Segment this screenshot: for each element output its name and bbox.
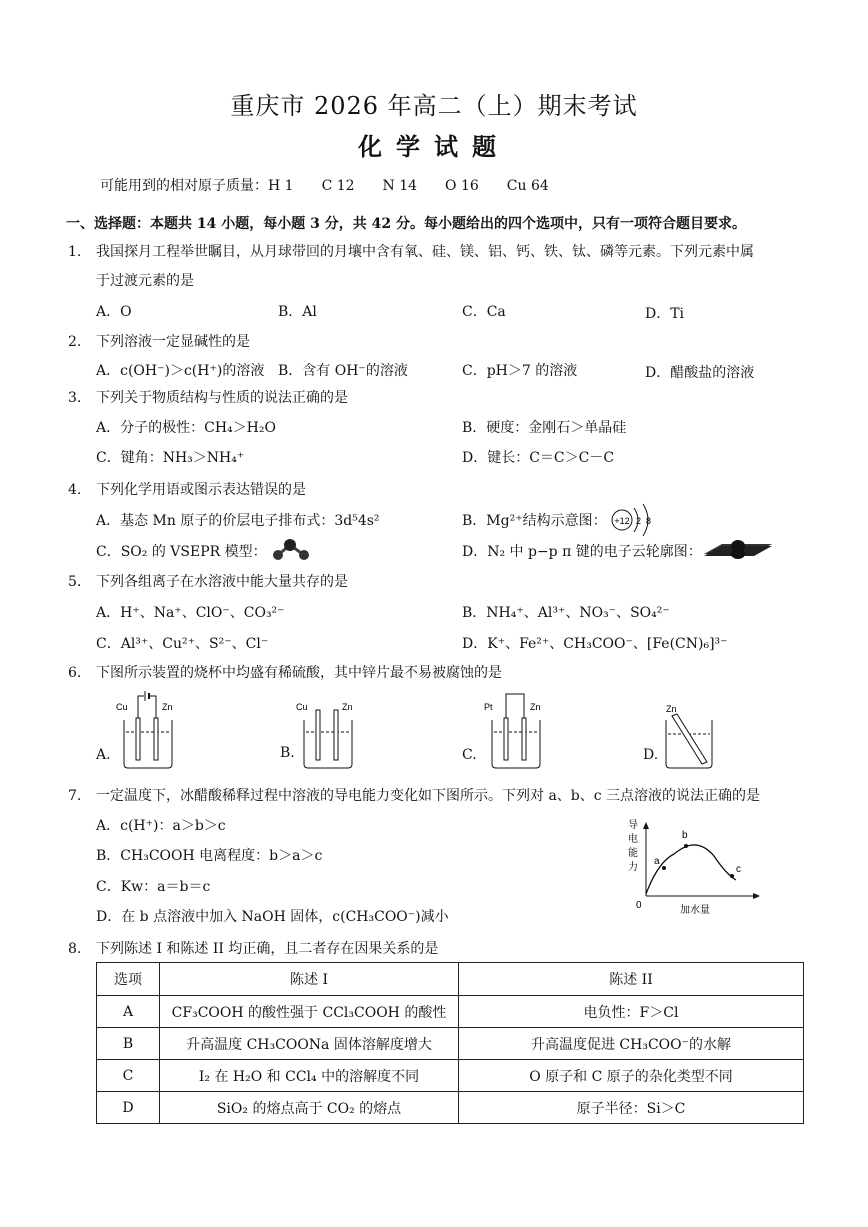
table-cell: O 原子和 C 原子的杂化类型不同 [459,1060,804,1092]
table-cell: 电负性：F＞Cl [459,996,804,1028]
table-cell: C [97,1060,160,1092]
mg-ion-structure-diagram [604,500,660,540]
zn-label: Zn [162,702,173,712]
q7-stem: 一定温度下，冰醋酸稀释过程中溶液的导电能力变化如下图所示。下列对 a、b、c 三点溶液的说法正确的是 [96,788,761,804]
q7-option-b: B．CH₃COOH 电离程度：b＞a＞c [96,848,323,864]
q1-option-c: C．Ca [462,304,506,320]
table-header-cell: 选项 [97,963,160,996]
q1-option-b: B．Al [278,304,317,320]
chart-ylabel-1: 导 [628,820,638,831]
q6-apparatus-a-diagram [112,688,184,770]
q6-apparatus-b-diagram [292,688,364,770]
q7-number: 7. [68,788,82,804]
q1-option-d: D．Ti [645,306,685,322]
q2-number: 2. [68,334,82,350]
chart-series-line [646,845,736,894]
mg-nucleus-label: +12 [614,516,630,526]
chart-ylabel-4: 力 [628,862,638,873]
table-cell: B [97,1028,160,1060]
mg-shell2-label: 8 [646,516,652,526]
q4-stem: 下列化学用语或图示表达错误的是 [96,482,306,498]
chart-ylabel-2: 电 [628,834,638,845]
section-heading: 一、选择题：本题共 14 小题，每小题 3 分，共 42 分。每小题给出的四个选项中，只有一项符合题目要求。 [66,216,746,232]
so2-vsepr-model-icon [268,537,314,563]
q5-stem: 下列各组离子在水溶液中能大量共存的是 [96,574,348,590]
table-row [97,1028,804,1060]
q5-number: 5. [68,574,82,590]
q1-stem-line2: 于过渡元素的是 [96,273,194,289]
q6-number: 6. [68,665,82,681]
q6-option-a: A. [96,747,111,763]
q3-option-a: A．分子的极性：CH₄＞H₂O [96,420,276,436]
q3-number: 3. [68,390,82,406]
table-cell: CF₃COOH 的酸性强于 CCl₃COOH 的酸性 [160,996,459,1028]
conductivity-chart [618,818,768,918]
exam-title: 重庆市 2026 年高二（上）期末考试 [230,92,638,120]
zn-label: Zn [530,702,541,712]
table-header-cell: 陈述 I [160,963,459,996]
q1-stem-line1: 我国探月工程举世瞩目，从月球带回的月壤中含有氧、硅、镁、铝、钙、铁、钛、磷等元素。下列元素中属 [96,244,754,260]
chart-point-c-label: c [736,864,741,875]
chart-point-a-label: a [654,856,660,867]
chart-point-b [684,844,688,848]
q3-option-c: C．键角：NH₃＞NH₄⁺ [96,450,245,466]
q3-option-b: B．硬度：金刚石＞单晶硅 [462,420,627,436]
q2-option-a: A．c(OH⁻)＞c(H⁺)的溶液 [96,363,265,379]
atomic-mass-line: 可能用到的相对原子质量：H 1 C 12 N 14 O 16 Cu 64 [100,178,549,194]
q4-option-b: B．Mg²⁺结构示意图： [462,513,607,529]
q5-option-d: D．K⁺、Fe²⁺、CH₃COO⁻、[Fe(CN)₆]³⁻ [462,636,728,652]
zn-label: Zn [666,704,677,714]
chart-origin-label: 0 [636,900,642,911]
q6-option-c: C. [462,747,477,763]
q2-stem: 下列溶液一定显碱性的是 [96,334,250,350]
mg-shell1-label: 2 [636,516,642,526]
table-row [97,1060,804,1092]
q2-option-d: D．醋酸盐的溶液 [645,365,755,381]
q5-option-b: B．NH₄⁺、Al³⁺、NO₃⁻、SO₄²⁻ [462,605,670,621]
q6-apparatus-d-diagram [660,700,720,772]
q4-number: 4. [68,482,82,498]
table-row [97,996,804,1028]
table-header-row [97,963,804,996]
chart-point-b-label: b [682,830,688,841]
q1-number: 1. [68,244,82,260]
table-cell: 升高温度 CH₃COONa 固体溶解度增大 [160,1028,459,1060]
chart-xlabel: 加水量 [680,905,710,916]
q6-option-d: D. [643,747,659,763]
chart-ylabel-3: 能 [628,848,638,859]
table-cell: SiO₂ 的熔点高于 CO₂ 的熔点 [160,1092,459,1124]
table-cell: I₂ 在 H₂O 和 CCl₄ 中的溶解度不同 [160,1060,459,1092]
zn-label: Zn [342,702,353,712]
q4-option-c: C．SO₂ 的 VSEPR 模型： [96,544,267,560]
q6-apparatus-c-diagram [480,688,552,770]
chart-point-a [662,866,666,870]
q3-stem: 下列关于物质结构与性质的说法正确的是 [96,390,348,406]
q8-number: 8. [68,941,82,957]
q4-option-a: A．基态 Mn 原子的价层电子排布式：3d⁵4s² [96,513,380,529]
q2-option-c: C．pH＞7 的溶液 [462,363,578,379]
pt-label: Pt [484,702,493,712]
table-cell: 原子半径：Si＞C [459,1092,804,1124]
chart-point-c [730,874,734,878]
q7-option-c: C．Kw：a＝b＝c [96,879,211,895]
cu-label: Cu [296,702,308,712]
pi-bond-electron-cloud-icon [700,538,774,562]
q5-option-a: A．H⁺、Na⁺、ClO⁻、CO₃²⁻ [96,605,285,621]
q4-option-d: D．N₂ 中 p−p π 键的电子云轮廓图： [462,544,702,560]
q1-option-a: A．O [96,304,132,320]
q3-option-d: D．键长：C＝C＞C－C [462,450,615,466]
table-cell: A [97,996,160,1028]
table-cell: 升高温度促进 CH₃COO⁻的水解 [459,1028,804,1060]
q7-option-a: A．c(H⁺)：a＞b＞c [96,818,226,834]
table-row [97,1092,804,1124]
q5-option-c: C．Al³⁺、Cu²⁺、S²⁻、Cl⁻ [96,636,269,652]
table-cell: D [97,1092,160,1124]
q7-option-d: D．在 b 点溶液中加入 NaOH 固体，c(CH₃COO⁻)减小 [96,909,449,925]
q8-stem: 下列陈述 I 和陈述 II 均正确，且二者存在因果关系的是 [96,941,439,957]
q2-option-b: B．含有 OH⁻的溶液 [278,363,408,379]
cu-label: Cu [116,702,128,712]
q8-comparison-table [96,962,804,1124]
q6-option-b: B. [280,745,295,761]
q6-stem: 下图所示装置的烧杯中均盛有稀硫酸，其中锌片最不易被腐蚀的是 [96,665,502,681]
table-header-cell: 陈述 II [459,963,804,996]
exam-subtitle: 化学试题 [358,132,510,161]
